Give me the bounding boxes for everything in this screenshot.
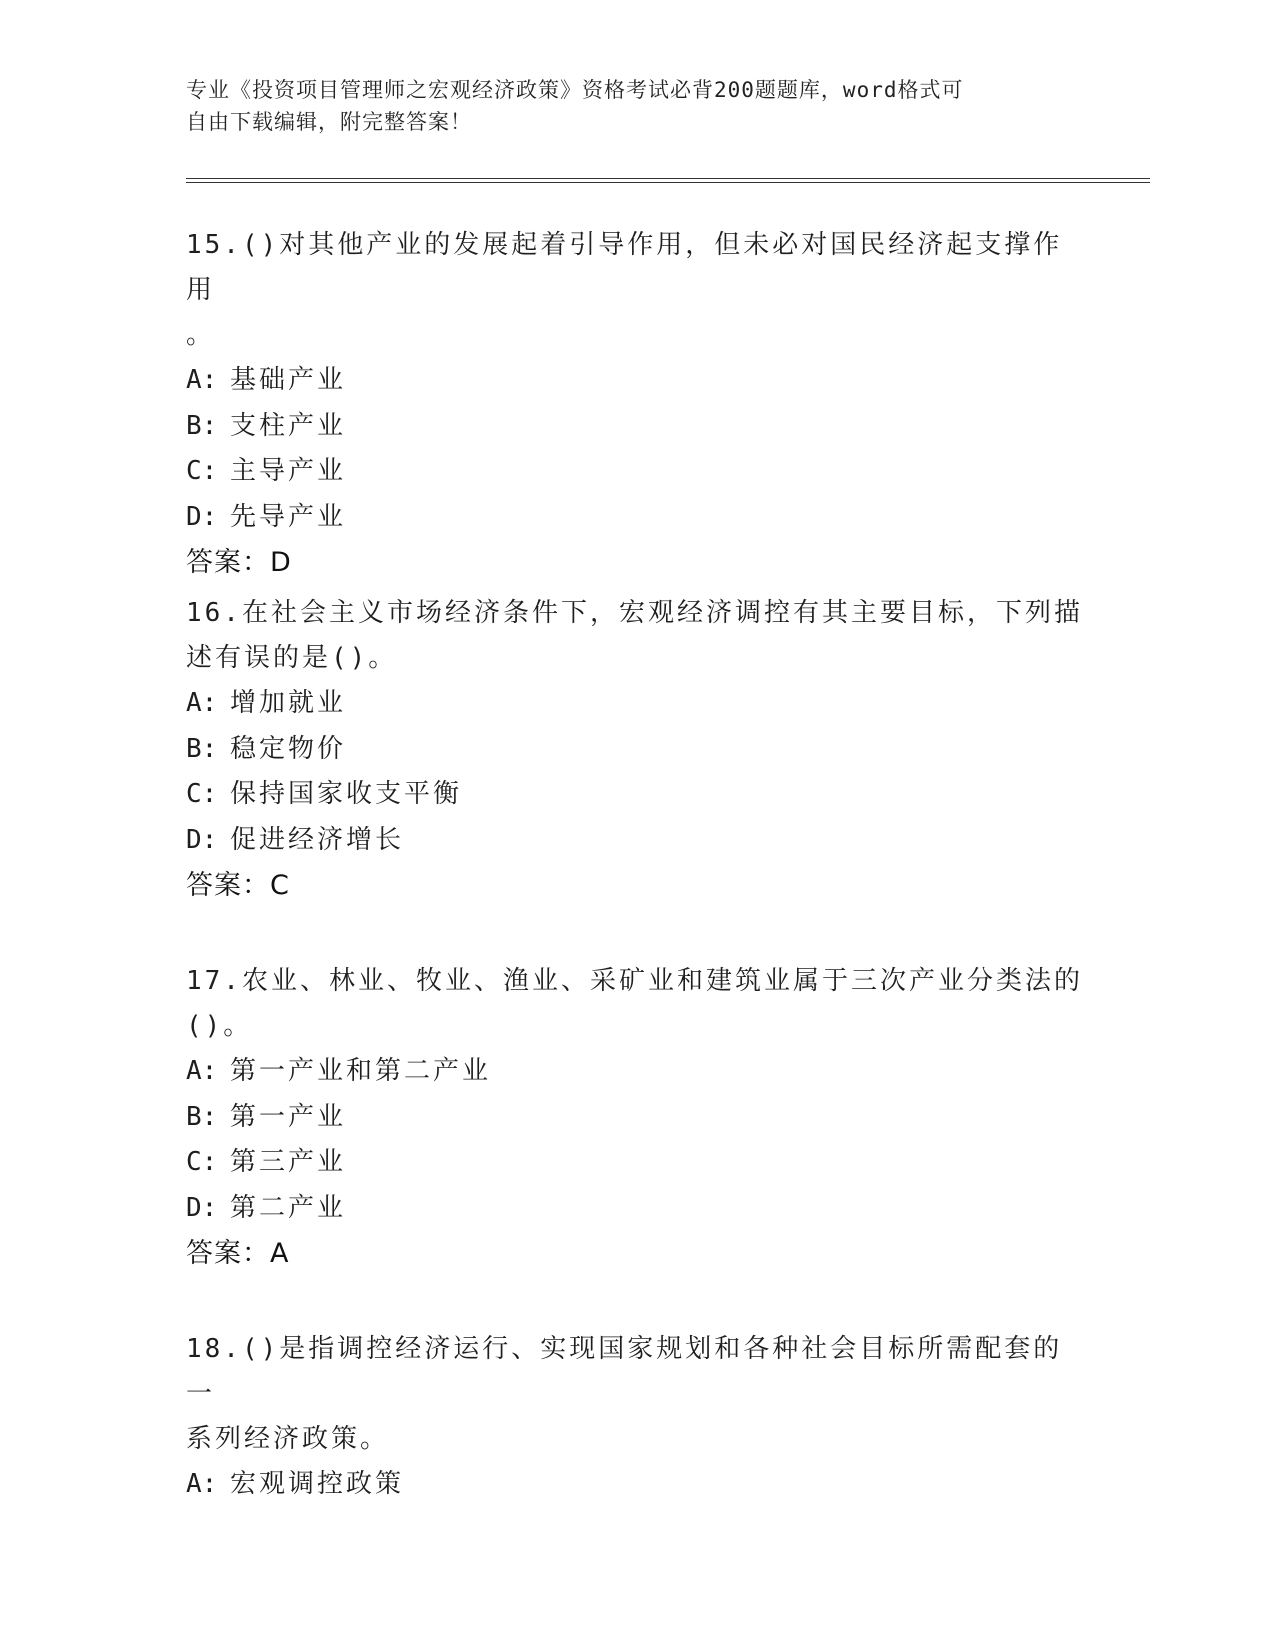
answer-line: 答案：C	[186, 870, 290, 901]
option-d	[186, 818, 1086, 864]
option-letter: B:	[186, 733, 218, 764]
option-c	[186, 449, 1086, 495]
question-stem-line: 述有误的是()。	[186, 643, 398, 673]
answer-line: 答案：A	[186, 1238, 290, 1269]
question-stem-line: 18.()是指调控经济运行、实现国家规划和各种社会目标所需配套的一	[186, 1334, 1063, 1409]
option-letter: D:	[186, 1192, 218, 1223]
question-stem-line: 15.()对其他产业的发展起着引导作用，但未必对国民经济起支撑作用	[186, 230, 1063, 305]
option-a	[186, 358, 1086, 404]
option-text: 基础产业	[230, 365, 347, 395]
option-text: 第三产业	[230, 1147, 347, 1177]
option-letter: B:	[186, 1101, 218, 1132]
option-c	[186, 772, 1086, 818]
question-stem-line: 17.农业、林业、牧业、渔业、采矿业和建筑业属于三次产业分类法的	[186, 966, 1083, 996]
header-line-1: 专业《投资项目管理师之宏观经济政策》资格考试必背200题题库，word格式可	[186, 78, 964, 102]
option-text: 先导产业	[230, 501, 347, 532]
option-text: 主导产业	[230, 456, 347, 486]
option-b	[186, 404, 1086, 450]
option-letter: C:	[186, 779, 218, 809]
option-letter: B:	[186, 410, 218, 441]
option-d	[186, 1186, 1086, 1232]
option-text: 增加就业	[230, 688, 347, 718]
option-text: 宏观调控政策	[230, 1469, 405, 1499]
document-header	[186, 74, 1066, 138]
option-letter: C:	[186, 1147, 218, 1177]
question-stem-line: 。	[186, 320, 216, 350]
option-text: 支柱产业	[230, 410, 347, 441]
question-stem-line: 16.在社会主义市场经济条件下，宏观经济调控有其主要目标，下列描	[186, 598, 1083, 628]
question-stem-line: ()。	[186, 1011, 253, 1041]
option-text: 第一产业和第二产业	[230, 1056, 492, 1086]
option-text: 促进经济增长	[230, 824, 405, 855]
option-text: 第一产业	[230, 1101, 347, 1132]
option-text: 稳定物价	[230, 733, 347, 764]
question-stem-line: 系列经济政策。	[186, 1424, 390, 1454]
option-letter: A:	[186, 1469, 218, 1499]
option-c	[186, 1140, 1086, 1186]
question-18	[186, 1327, 1086, 1508]
option-b	[186, 1095, 1086, 1141]
option-a	[186, 681, 1086, 727]
option-letter: D:	[186, 501, 218, 532]
question-16	[186, 591, 1086, 908]
header-line-2: 自由下载编辑，附完整答案！	[186, 110, 472, 134]
option-text: 保持国家收支平衡	[230, 779, 463, 809]
option-letter: A:	[186, 1056, 218, 1086]
header-double-rule	[186, 178, 1150, 183]
option-d	[186, 495, 1086, 541]
option-text: 第二产业	[230, 1192, 347, 1223]
option-b	[186, 727, 1086, 773]
question-17	[186, 959, 1086, 1276]
option-letter: C:	[186, 456, 218, 486]
option-a	[186, 1049, 1086, 1095]
answer-line: 答案：D	[186, 547, 292, 578]
question-15	[186, 223, 1086, 585]
option-letter: A:	[186, 365, 218, 395]
option-a	[186, 1462, 1086, 1508]
option-letter: D:	[186, 824, 218, 855]
option-letter: A:	[186, 688, 218, 718]
